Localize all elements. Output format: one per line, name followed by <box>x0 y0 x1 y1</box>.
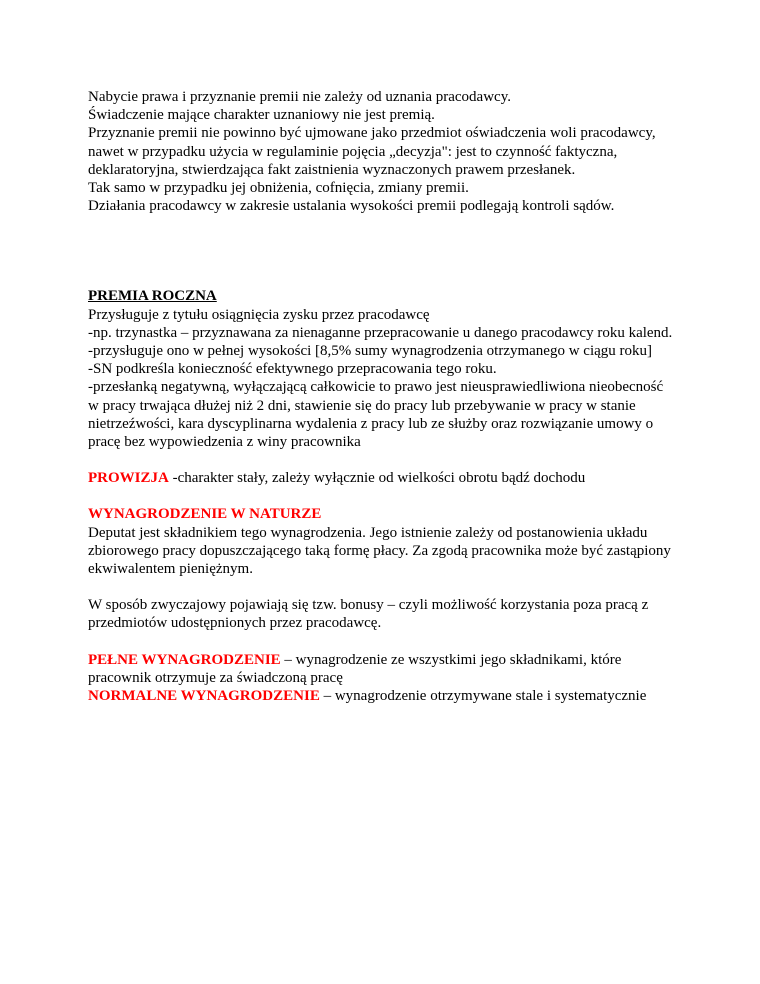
paragraph-line: pracownik otrzymuje za świadczoną pracę <box>88 669 343 686</box>
paragraph-line: Działania pracodawcy w zakresie ustalania wysokości premii podlegają kontroli sądów. <box>88 198 615 215</box>
pelne-wynagrodzenie-line <box>88 651 688 669</box>
paragraph-line: Świadczenie mające charakter uznaniowy nie jest premią. <box>88 107 435 124</box>
blank-line <box>88 487 688 505</box>
normalne-wynagrodzenie-line <box>88 687 688 705</box>
paragraph-line: ekwiwalentem pieniężnym. <box>88 561 253 578</box>
paragraph-line: -np. trzynastka – przyznawana za nienaganne przepracowanie u danego pracodawcy roku kalend. <box>88 324 673 341</box>
blank-line <box>88 633 688 651</box>
prowizja-term: PROWIZJA <box>88 470 169 487</box>
blank-line <box>88 578 688 596</box>
paragraph-line: Przysługuje z tytułu osiągnięcia zysku przez pracodawcę <box>88 306 430 323</box>
paragraph-line: nietrzeźwości, kara dyscyplinarna wydalenia z pracy lub ze służby oraz rozwiązanie umowy o <box>88 415 654 432</box>
pelne-wynagrodzenie-text: – wynagrodzenie ze wszystkimi jego składnikami, które <box>280 651 622 668</box>
normalne-wynagrodzenie-section <box>88 687 688 705</box>
paragraph-line: nawet w przypadku użycia w regulaminie pojęcia „decyzja": jest to czynność faktyczna, <box>88 143 618 160</box>
pelne-wynagrodzenie-section <box>88 651 688 687</box>
wynagrodzenie-w-naturze-section <box>88 505 688 632</box>
paragraph-line: -przysługuje ono w pełnej wysokości [8,5% sumy wynagrodzenia otrzymanego w ciągu roku] <box>88 343 653 360</box>
paragraph-line: Deputat jest składnikiem tego wynagrodzenia. Jego istnienie zależy od postanowienia układu <box>88 524 648 541</box>
paragraph-line: w pracy trwająca dłużej niż 2 dni, stawienie się do pracy lub przebywanie w pracy w stanie <box>88 397 636 414</box>
paragraph-line: Nabycie prawa i przyznanie premii nie zależy od uznania pracodawcy. <box>88 89 511 105</box>
paragraph-line: Przyznanie premii nie powinno być ujmowane jako przedmiot oświadczenia woli pracodawcy, <box>88 125 656 142</box>
document-content <box>88 88 688 705</box>
wynagrodzenie-w-naturze-term: WYNAGRODZENIE W NATURZE <box>88 506 322 523</box>
blank-line <box>88 451 688 469</box>
paragraph-line: Tak samo w przypadku jej obniżenia, cofnięcia, zmiany premii. <box>88 180 469 197</box>
normalne-wynagrodzenie-term: NORMALNE WYNAGRODZENIE <box>88 688 320 705</box>
paragraph-line: deklaratoryjna, stwierdzająca fakt zaistnienia wyznaczonych prawem przesłanek. <box>88 161 576 178</box>
paragraph-line: pracę bez wypowiedzenia z winy pracownika <box>88 434 361 451</box>
paragraph-line: przedmiotów udostępnionych przez pracodawcę. <box>88 615 382 632</box>
paragraph-line: -SN podkreśla konieczność efektywnego przepracowania tego roku. <box>88 361 497 378</box>
prowizja-section <box>88 469 688 487</box>
normalne-wynagrodzenie-text: – wynagrodzenie otrzymywane stale i systematycznie <box>319 688 647 705</box>
paragraph-line: -przesłanką negatywną, wyłączającą całkowicie to prawo jest nieusprawiedliwiona nieobecność <box>88 379 664 396</box>
premia-roczna-section <box>88 287 688 451</box>
paragraph-line: W sposób zwyczajowy pojawiają się tzw. bonusy – czyli możliwość korzystania poza pracą z <box>88 597 649 614</box>
pelne-wynagrodzenie-term: PEŁNE WYNAGRODZENIE <box>88 651 281 668</box>
blank-space <box>88 215 688 287</box>
prowizja-text: -charakter stały, zależy wyłącznie od wielkości obrotu bądź dochodu <box>168 470 586 487</box>
intro-section <box>88 88 688 215</box>
premia-roczna-heading: PREMIA ROCZNA <box>88 288 217 305</box>
paragraph-line: zbiorowego pracy dopuszczającego taką formę płacy. Za zgodą pracownika może być zastąpiony <box>88 542 671 559</box>
prowizja-line <box>88 469 688 487</box>
